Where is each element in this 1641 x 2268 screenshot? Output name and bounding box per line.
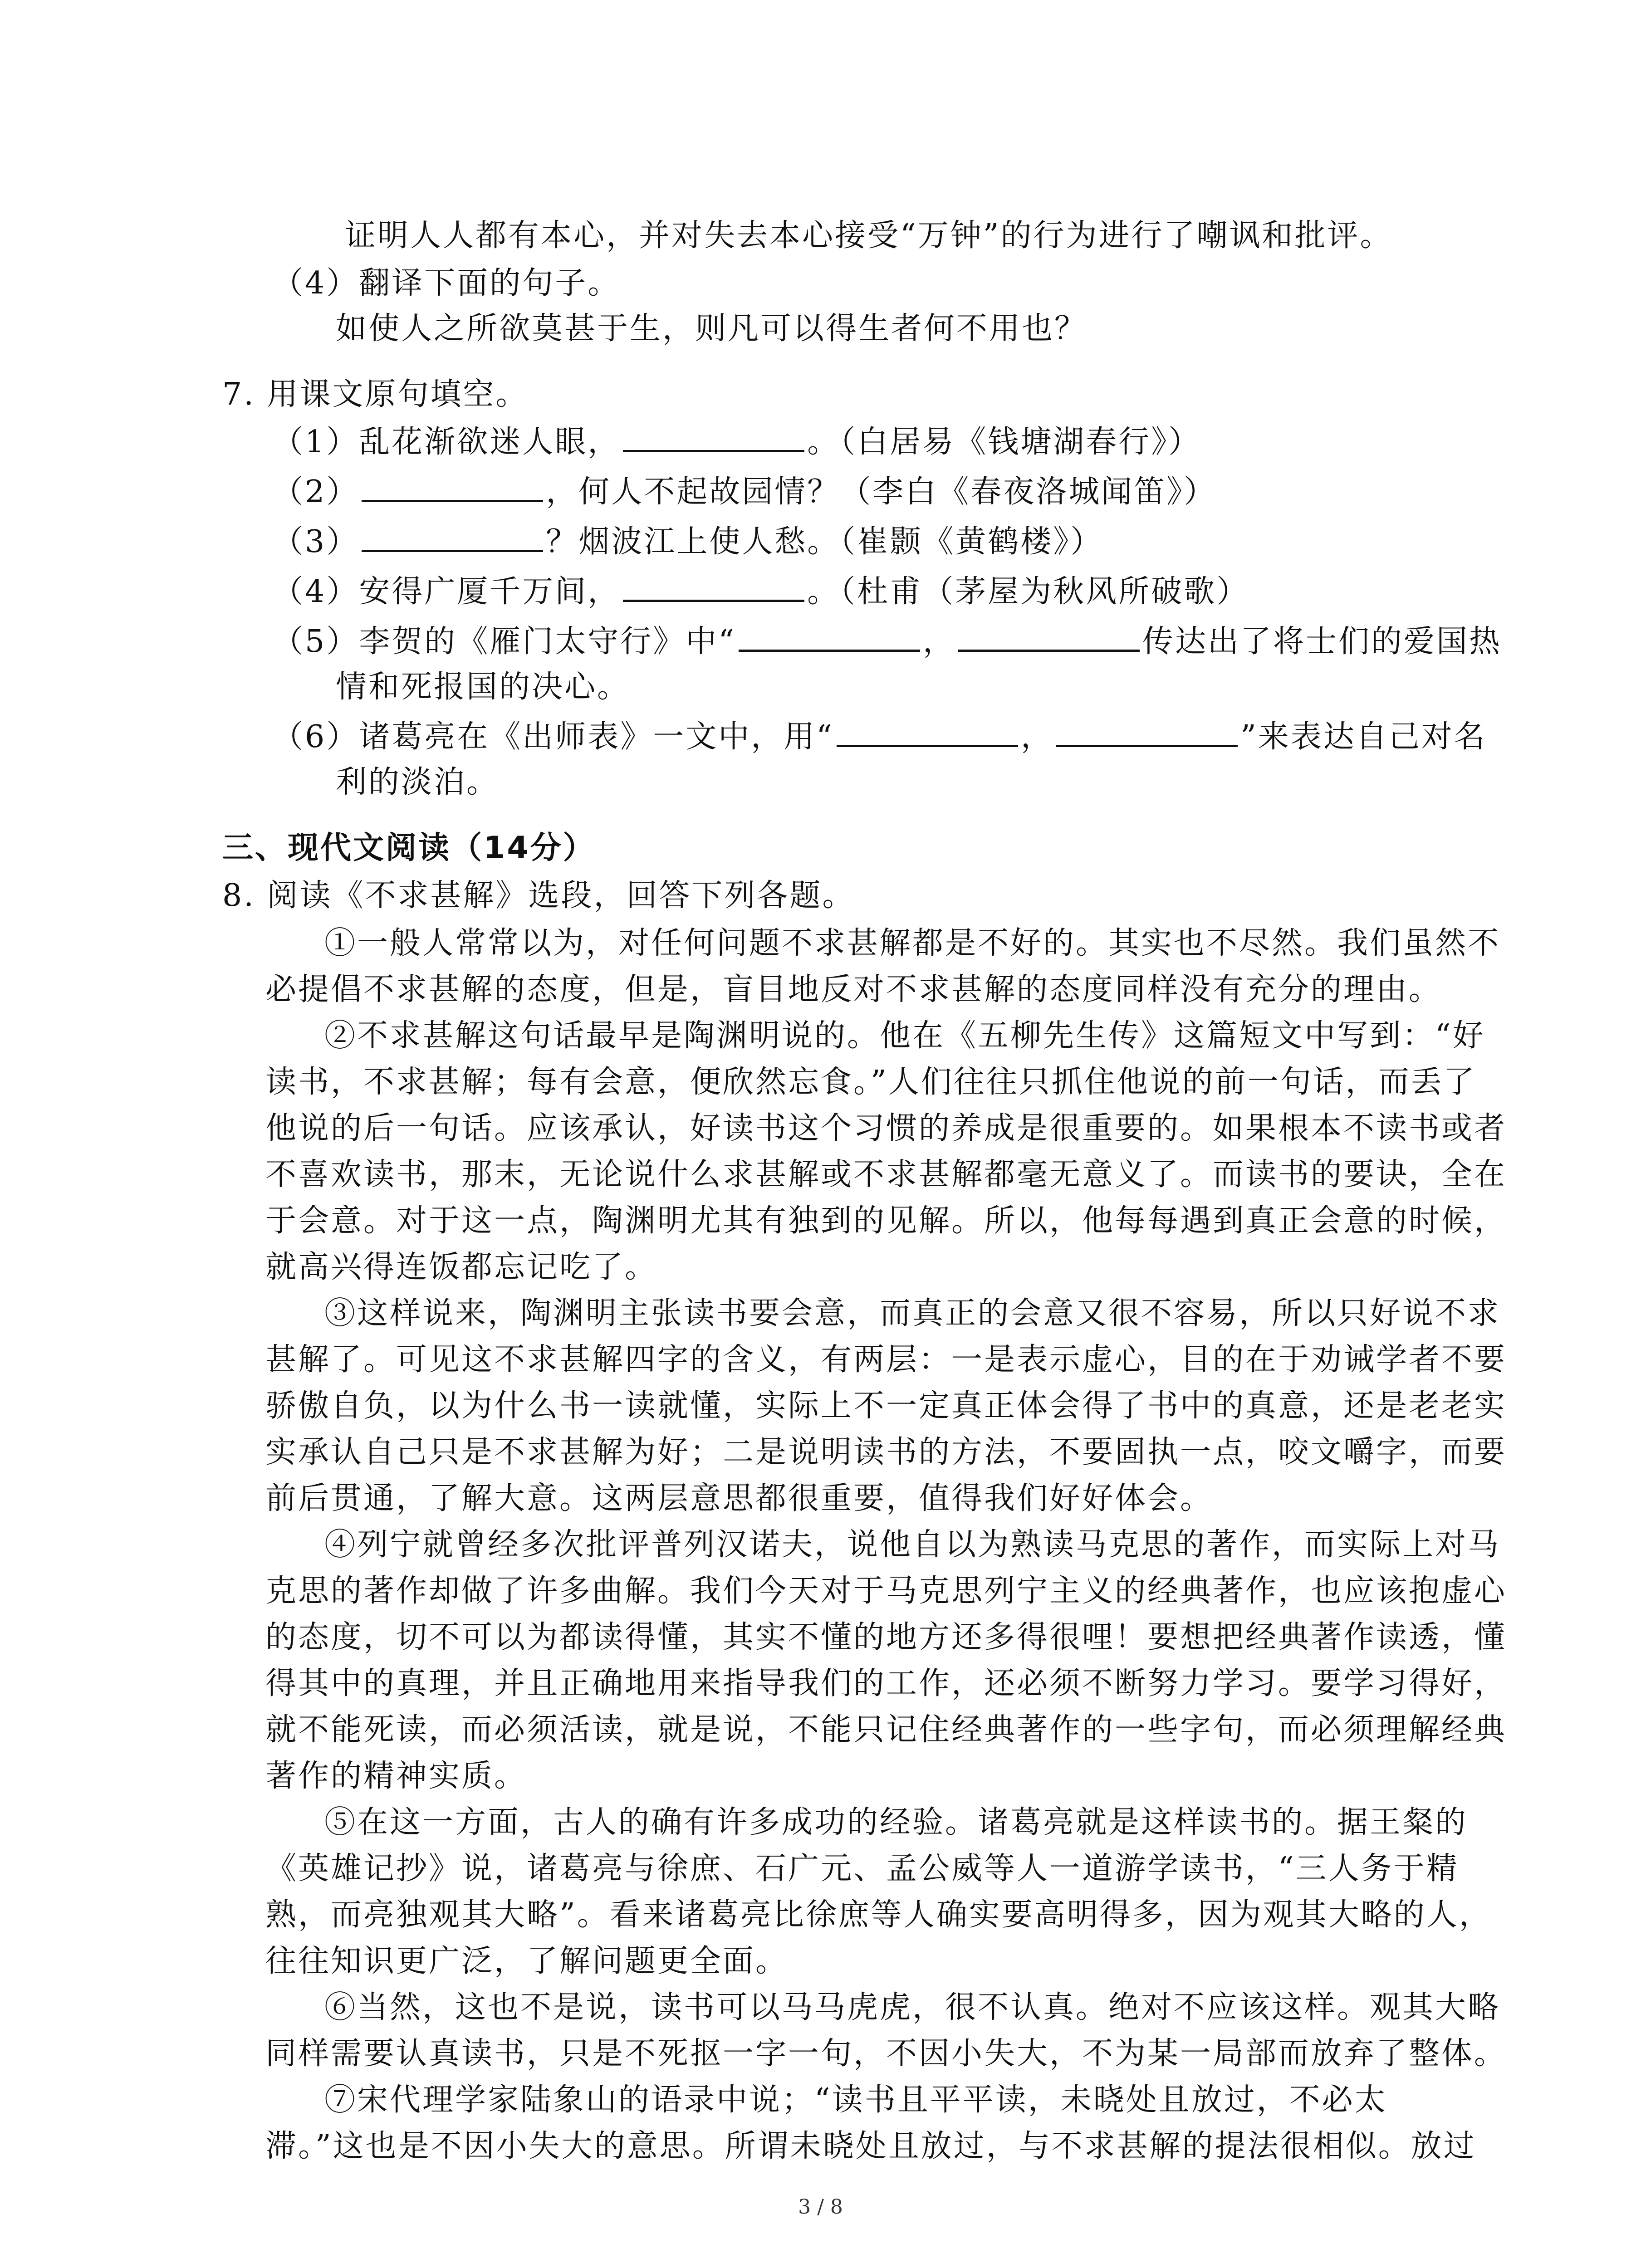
passage-line: 得其中的真理，并且正确地用来指导我们的工作，还必须不断努力学习。要学习得好， xyxy=(265,1666,1507,1701)
passage-line: 《英雄记抄》说，诸葛亮与徐庶、石广元、孟公威等人一道游学读书，“三人务于精 xyxy=(265,1851,1459,1887)
passage-line: 于会意。对于这一点，陶渊明尤其有独到的见解。所以，他每每遇到真正会意的时候， xyxy=(265,1203,1507,1239)
passage-line: 必提倡不求甚解的态度，但是，盲目地反对不求甚解的态度同样没有充分的理由。 xyxy=(265,972,1442,1007)
item-mid: ， xyxy=(1021,719,1054,755)
item-suffix: ？烟波江上使人愁。（崔颢《黄鹤楼》） xyxy=(546,524,1103,560)
passage-line: 他说的后一句话。应该承认，好读书这个习惯的养成是很重要的。如果根本不读书或者 xyxy=(265,1110,1507,1146)
answer-blank[interactable] xyxy=(623,422,804,452)
answer-blank[interactable] xyxy=(958,621,1140,652)
q6-sub4-sentence: 如使人之所欲莫甚于生，则凡可以得生者何不用也？ xyxy=(336,311,1087,347)
answer-blank[interactable] xyxy=(1056,717,1238,747)
passage-line: 读书，不求甚解；每有会意，便欣然忘食。”人们往往只抓住他说的前一句话，而丢了 xyxy=(265,1064,1476,1100)
section-3-heading: 三、现代文阅读（14分） xyxy=(222,830,596,866)
passage-line: 就高兴得连饭都忘记吃了。 xyxy=(265,1249,658,1285)
item-number: （4） xyxy=(272,574,359,610)
passage-line: 往往知识更广泛，了解问题更全面。 xyxy=(265,1943,789,1979)
passage-line: ⑦宋代理学家陆象山的语录中说；“读书且平平读，未晓处且放过，不必太 xyxy=(324,2082,1387,2118)
q7-item-5-continuation: 情和死报国的决心。 xyxy=(336,669,630,705)
answer-blank[interactable] xyxy=(739,621,920,652)
passage-line: ②不求甚解这句话最早是陶渊明说的。他在《五柳先生传》这篇短文中写到：“好 xyxy=(324,1018,1485,1054)
passage-line: 同样需要认真读书，只是不死抠一字一句，不因小失大，不为某一局部而放弃了整体。 xyxy=(265,2036,1507,2072)
item-number: （6） xyxy=(272,719,359,755)
passage-line: ⑥当然，这也不是说，读书可以马马虎虎，很不认真。绝对不应该这样。观其大略 xyxy=(324,1989,1501,2025)
passage-line: ③这样说来，陶渊明主张读书要会意，而真正的会意又很不容易，所以只好说不求 xyxy=(324,1295,1501,1331)
q7-item-6 xyxy=(272,717,1487,758)
item-suffix: 。（白居易《钱塘湖春行》） xyxy=(807,424,1201,460)
q6-sub4-label: （4）翻译下面的句子。 xyxy=(272,265,621,301)
answer-blank[interactable] xyxy=(362,522,543,552)
item-prefix: 乱花渐欲迷人眼， xyxy=(359,424,621,460)
item-number: （2） xyxy=(272,474,359,510)
passage-line: 就不能死读，而必须活读，就是说，不能只记住经典著作的一些字句，而必须理解经典 xyxy=(265,1712,1507,1748)
passage-line: 熟，而亮独观其大略”。看来诸葛亮比徐庶等人确实要高明得多，因为观其大略的人， xyxy=(265,1897,1492,1933)
item-suffix: ”来表达自己对名 xyxy=(1240,719,1487,755)
q7-item-4 xyxy=(272,572,1249,612)
answer-blank[interactable] xyxy=(837,717,1018,747)
item-number: （3） xyxy=(272,524,359,560)
item-suffix: 。（杜甫（茅屋为秋风所破歌） xyxy=(807,574,1249,610)
passage-line: 克思的著作却做了许多曲解。我们今天对于马克思列宁主义的经典著作，也应该抱虚心 xyxy=(265,1573,1507,1609)
q7-item-3 xyxy=(272,522,1103,562)
item-prefix: 安得广厦千万间， xyxy=(359,574,621,610)
item-prefix: 李贺的《雁门太守行》中“ xyxy=(359,624,736,660)
passage-line: 甚解了。可见这不求甚解四字的含义，有两层：一是表示虚心，目的在于劝诫学者不要 xyxy=(265,1342,1507,1378)
item-number: （5） xyxy=(272,624,359,660)
item-number: （1） xyxy=(272,424,359,460)
q6-continuation-text: 证明人人都有本心，并对失去本心接受“万钟”的行为进行了嘲讽和批评。 xyxy=(345,218,1393,254)
answer-blank[interactable] xyxy=(623,572,804,602)
q7-item-5 xyxy=(272,621,1502,662)
passage-line: 实承认自己只是不求甚解为好；二是说明读书的方法，不要固执一点，咬文嚼字，而要 xyxy=(265,1434,1507,1470)
passage-line: 滞。”这也是不因小失大的意思。所谓未晓处且放过，与不求甚解的提法很相似。放过 xyxy=(265,2128,1476,2164)
passage-line: 骄傲自负，以为什么书一读就懂，实际上不一定真正体会得了书中的真意，还是老老实 xyxy=(265,1388,1507,1424)
passage-line: ⑤在这一方面，古人的确有许多成功的经验。诸葛亮就是这样读书的。据王粲的 xyxy=(324,1804,1468,1840)
passage-line: 著作的精神实质。 xyxy=(265,1758,527,1794)
q8-title: 8. 阅读《不求甚解》选段，回答下列各题。 xyxy=(222,878,855,914)
answer-blank[interactable] xyxy=(362,472,543,502)
q7-item-6-continuation: 利的淡泊。 xyxy=(336,764,500,800)
item-suffix: 传达出了将士们的爱国热 xyxy=(1142,624,1502,660)
passage-line: 的态度，切不可以为都读得懂，其实不懂的地方还多得很哩！要想把经典著作读透，懂 xyxy=(265,1619,1507,1655)
q7-item-1 xyxy=(272,422,1201,463)
passage-line: ①一般人常常以为，对任何问题不求甚解都是不好的。其实也不尽然。我们虽然不 xyxy=(324,925,1501,961)
passage-line: ④列宁就曾经多次批评普列汉诺夫，说他自以为熟读马克思的著作，而实际上对马 xyxy=(324,1527,1501,1563)
passage-line: 前后贯通，了解大意。这两层意思都很重要，值得我们好好体会。 xyxy=(265,1481,1213,1516)
q7-title: 7. 用课文原句填空。 xyxy=(222,376,529,412)
item-prefix: 诸葛亮在《出师表》一文中，用“ xyxy=(359,719,834,755)
q7-item-2 xyxy=(272,472,1216,513)
page-number: 3 / 8 xyxy=(798,2195,843,2219)
item-mid: ， xyxy=(923,624,956,660)
item-suffix: ，何人不起故园情？（李白《春夜洛城闻笛》） xyxy=(546,474,1217,510)
passage-line: 不喜欢读书，那末，无论说什么求甚解或不求甚解都毫无意义了。而读书的要诀，全在 xyxy=(265,1157,1507,1193)
